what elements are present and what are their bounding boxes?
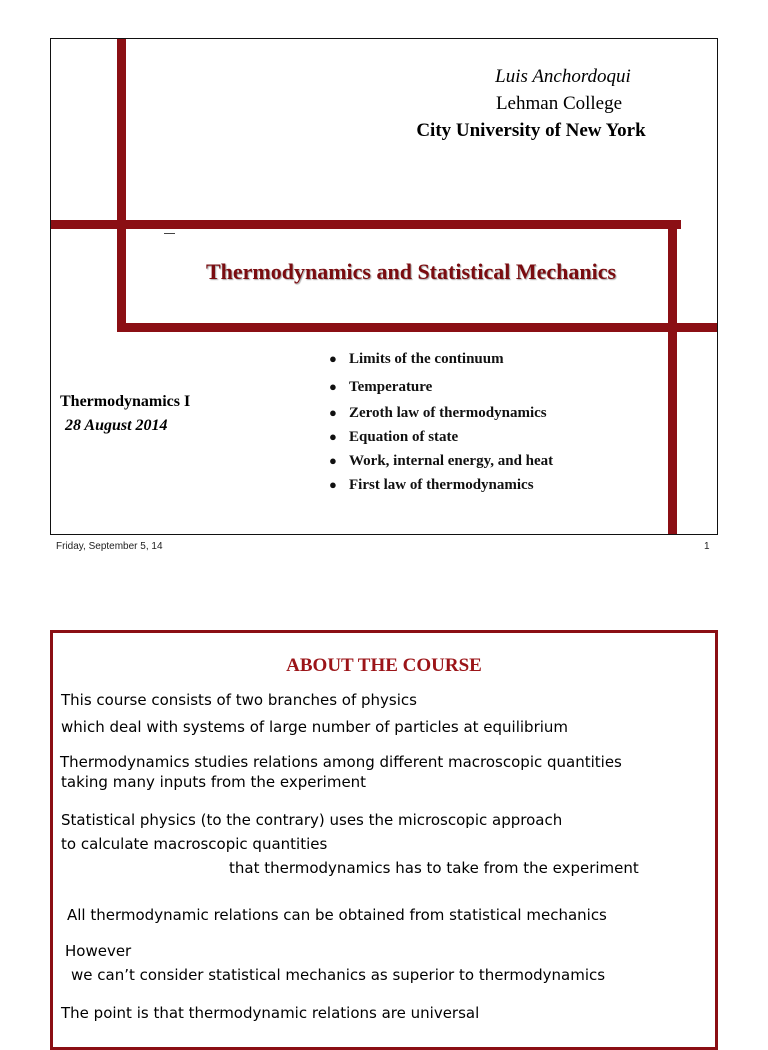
text-line: which deal with systems of large number of particles at equilibrium [61,718,569,736]
text-line: we can’t consider statistical mechanics as superior to thermodynamics [71,966,606,984]
topic-item: ● Zeroth law of thermodynamics [329,401,553,425]
text-line: taking many inputs from the experiment [61,773,367,791]
text-line: to calculate macroscopic quantities [61,835,328,853]
text-line: that thermodynamics has to take from the experiment [229,859,639,877]
text-line: Statistical physics (to the contrary) uses the microscopic approach [61,811,563,829]
bullet-icon: ● [329,379,337,394]
about-course-slide [50,630,718,1050]
slide-title: Thermodynamics and Statistical Mechanics [205,259,617,284]
college-name: Lehman College [495,93,623,114]
lecture-date: 28 August 2014 [65,417,168,434]
topic-item: ● Equation of state [329,425,553,449]
topic-item: ● Limits of the continuum [329,347,553,371]
topic-item: ● Work, internal energy, and heat [329,449,553,473]
topic-item: ● First law of thermodynamics [329,473,553,497]
horizontal-bar-lower [117,323,718,332]
footer-date: Friday, September 5, 14 [56,541,163,552]
slide-heading: ABOUT THE COURSE [286,655,482,676]
topic-item: ● Temperature [329,375,553,399]
bullet-icon: ● [329,477,337,492]
author-name: Luis Anchordoqui [495,66,631,87]
text-line: The point is that thermodynamic relations are universal [61,1004,480,1022]
text-line: All thermodynamic relations can be obtained from statistical mechanics [67,906,607,924]
bullet-icon: ● [329,453,337,468]
lecture-name: Thermodynamics I [60,393,191,410]
bullet-icon: ● [329,405,337,420]
horizontal-bar-upper [51,220,681,229]
title-slide [50,38,718,535]
bullet-icon: ● [329,351,337,366]
page-number: 1 [704,541,710,552]
topic-list [329,347,553,497]
small-dash [164,233,175,234]
text-line: However [65,942,132,960]
text-line: This course consists of two branches of physics [61,691,417,709]
university-name: City University of New York [416,120,646,141]
text-line: Thermodynamics studies relations among different macroscopic quantities [60,753,622,771]
vertical-bar-left [117,39,126,331]
bullet-icon: ● [329,429,337,444]
